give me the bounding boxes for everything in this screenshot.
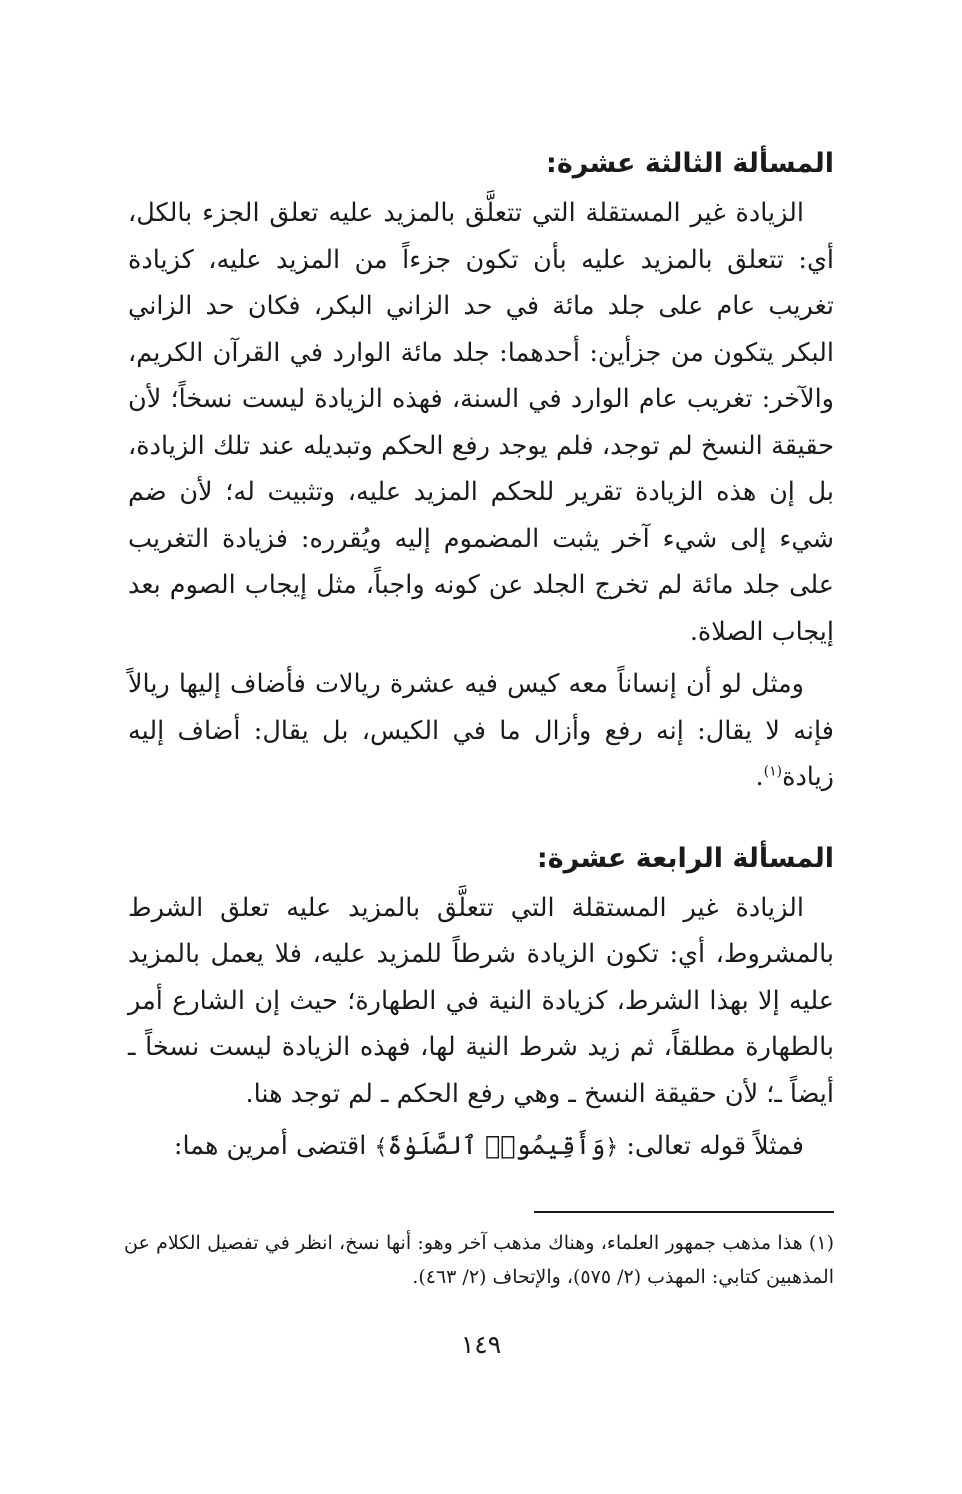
paragraph-end: . xyxy=(755,762,764,792)
section-heading-13: المسألة الثالثة عشرة: xyxy=(546,148,834,179)
paragraph: الزيادة غير المستقلة التي تتعلَّق بالمزيد عليه تعلق الشرط بالمشروط، أي: تكون الزيادة شرطاً للمزيد عليه، فلا يعمل بالمزيد عليه إلا بهذا الشرط، كزيادة النية في الطهارة؛ حيث إن الشارع أمر بالطهارة مطلقاً، ثم زيد شرط النية لها، فهذه الزيادة ليست نسخاً ـ أيضاً ـ؛ لأن حقيقة النسخ ـ وهي رفع الحكم ـ لم توجد هنا. xyxy=(128,892,834,1109)
paragraph xyxy=(128,661,834,801)
footnote: (١) هذا مذهب جمهور العلماء، وهناك مذهب آخر وهو: أنها نسخ، انظر في تفصيل الكلام عن المذهبين كتابي: المهذب (٢/ ٥٧٥)، والإتحاف (٢/ ٤٦٣). xyxy=(124,1232,834,1288)
footnote-separator xyxy=(534,1211,834,1213)
main-text xyxy=(128,140,834,1178)
paragraph-end: اقتضى أمرين هما: xyxy=(173,1131,367,1161)
paragraph: الزيادة غير المستقلة التي تتعلَّق بالمزيد عليه تعلق الجزء بالكل، أي: تتعلق بالمزيد عليه بأن تكون جزءاً من المزيد عليه، كزيادة تغريب عام على جلد مائة في حد الزاني البكر، فكان حد الزاني البكر يتكون من جزأين: أحدهما: جلد مائة الوارد في القرآن الكريم، والآخر: تغريب عام الوارد في السنة، فهذه الزيادة ليست نسخاً؛ لأن حقيقة النسخ لم توجد، فلم يوجد رفع الحكم وتبديله عند تلك الزيادة، بل إن هذه الزيادة تقرير للحكم المزيد عليه، وتثبيت له؛ لأن ضم شيء إلى شيء آخر يثبت المضموم إليه ويُقرره: فزيادة التغريب على جلد مائة لم تخرج الجلد عن كونه واجباً، مثل إيجاب الصوم بعد إيجاب الصلاة. xyxy=(128,198,834,647)
quran-verse: وَأَقِيمُوا۟ ٱلصَّلَوٰةَ xyxy=(387,1131,606,1161)
quran-bracket-close: ﴾ xyxy=(374,1135,388,1160)
paragraph xyxy=(128,1123,834,1172)
section-heading-14: المسألة الرابعة عشرة: xyxy=(536,842,834,874)
quran-bracket-open: ﴿ xyxy=(605,1135,619,1160)
paragraph-text: ومثل لو أن إنساناً معه كيس فيه عشرة ريالات فأضاف إليها ريالاً فإنه لا يقال: إنه رفع وأزال ما في الكيس، بل يقال: أضاف إليه زيادة xyxy=(128,669,834,792)
footnote-ref: (١) xyxy=(763,763,783,780)
paragraph-text: فمثلاً قوله تعالى: xyxy=(626,1131,804,1161)
page-number: ١٤٩ xyxy=(460,1330,502,1359)
